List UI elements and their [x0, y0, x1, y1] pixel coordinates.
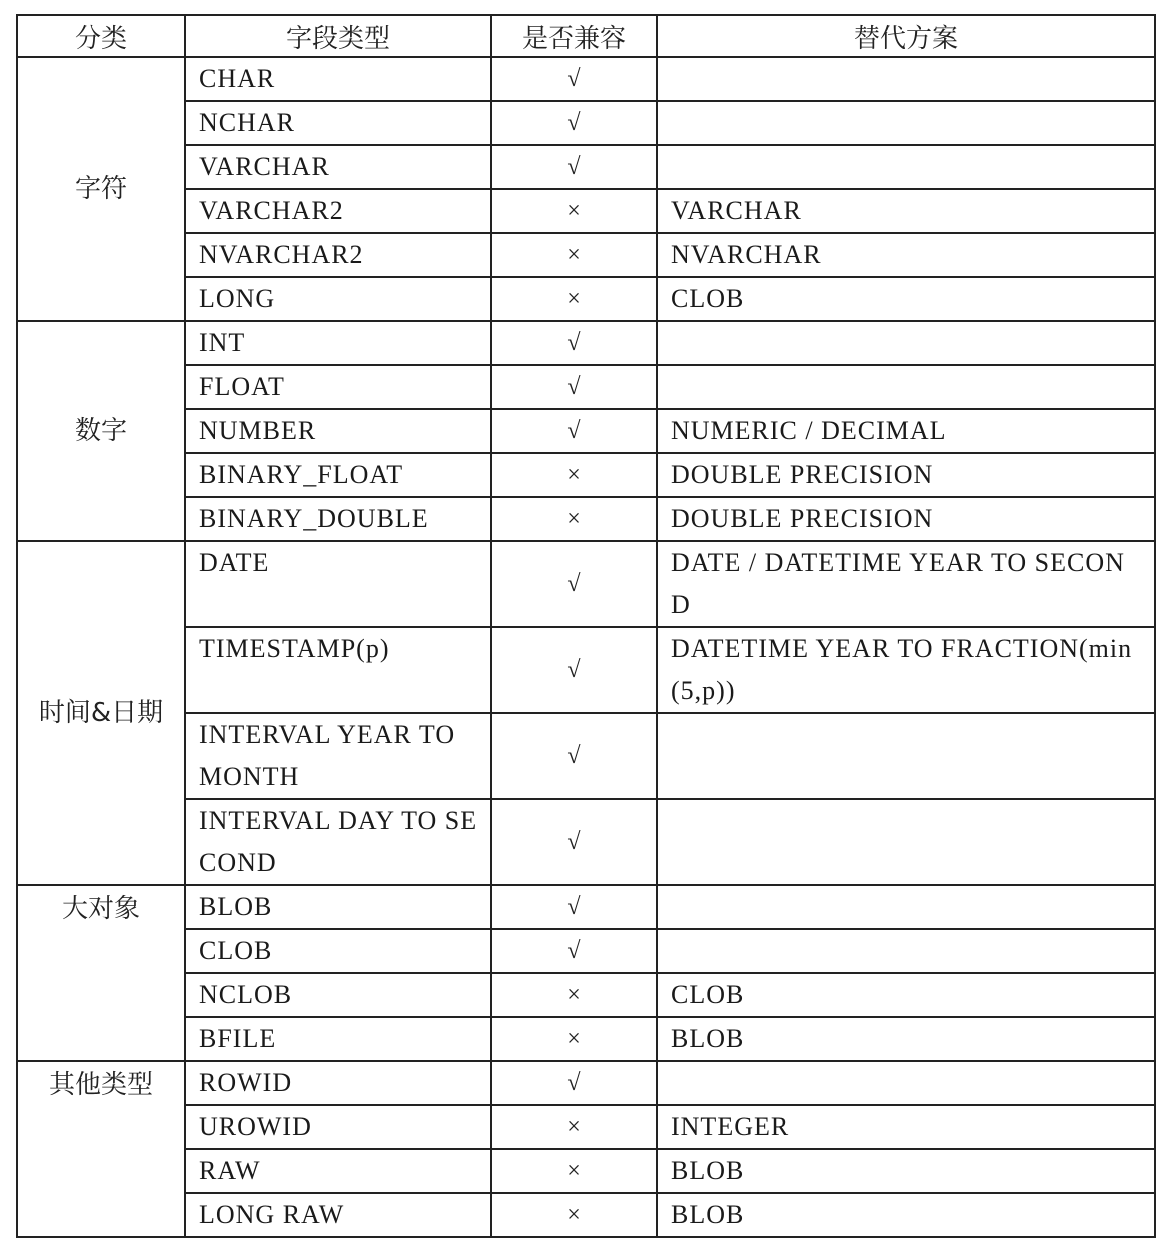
field-type-cell: DATE [185, 541, 491, 627]
header-compatible: 是否兼容 [491, 15, 657, 57]
table-row [17, 1149, 1155, 1193]
table-row [17, 713, 1155, 799]
alternative-cell: NUMERIC / DECIMAL [657, 409, 1155, 453]
category-cell: 其他类型 [17, 1061, 185, 1237]
compatible-cell: √ [491, 885, 657, 929]
table-row [17, 541, 1155, 627]
table-row [17, 799, 1155, 885]
compatible-cell: × [491, 453, 657, 497]
compatible-cell: × [491, 1017, 657, 1061]
field-type-cell: NUMBER [185, 409, 491, 453]
compatible-cell: √ [491, 799, 657, 885]
alternative-cell [657, 885, 1155, 929]
alternative-cell: DATE / DATETIME YEAR TO SECOND [657, 541, 1155, 627]
table-row [17, 189, 1155, 233]
table-row [17, 497, 1155, 541]
compatible-cell: √ [491, 409, 657, 453]
field-type-cell: ROWID [185, 1061, 491, 1105]
table-row [17, 233, 1155, 277]
compatible-cell: √ [491, 57, 657, 101]
compatible-cell: × [491, 277, 657, 321]
category-cell: 字符 [17, 57, 185, 321]
header-row [17, 15, 1155, 57]
field-type-cell: LONG RAW [185, 1193, 491, 1237]
field-type-cell: CLOB [185, 929, 491, 973]
alternative-cell: BLOB [657, 1149, 1155, 1193]
compatible-cell: × [491, 1193, 657, 1237]
field-type-cell: BLOB [185, 885, 491, 929]
header-category: 分类 [17, 15, 185, 57]
table-row [17, 1105, 1155, 1149]
header-alternative: 替代方案 [657, 15, 1155, 57]
alternative-cell [657, 145, 1155, 189]
compatible-cell: √ [491, 145, 657, 189]
alternative-cell [657, 57, 1155, 101]
alternative-cell: BLOB [657, 1193, 1155, 1237]
field-type-cell: NCHAR [185, 101, 491, 145]
table-row [17, 409, 1155, 453]
alternative-cell [657, 101, 1155, 145]
field-type-cell: INTERVAL DAY TO SECOND [185, 799, 491, 885]
compatible-cell: × [491, 497, 657, 541]
table-row [17, 321, 1155, 365]
data-type-compatibility-table [16, 14, 1156, 1238]
field-type-cell: FLOAT [185, 365, 491, 409]
category-cell: 大对象 [17, 885, 185, 1061]
alternative-cell: BLOB [657, 1017, 1155, 1061]
compatible-cell: × [491, 189, 657, 233]
field-type-cell: NVARCHAR2 [185, 233, 491, 277]
table-row [17, 101, 1155, 145]
alternative-cell: CLOB [657, 277, 1155, 321]
field-type-cell: VARCHAR [185, 145, 491, 189]
alternative-cell [657, 929, 1155, 973]
alternative-cell: DATETIME YEAR TO FRACTION(min(5,p)) [657, 627, 1155, 713]
compatible-cell: √ [491, 321, 657, 365]
compatible-cell: √ [491, 713, 657, 799]
field-type-cell: BINARY_FLOAT [185, 453, 491, 497]
field-type-cell: NCLOB [185, 973, 491, 1017]
alternative-cell: CLOB [657, 973, 1155, 1017]
alternative-cell [657, 365, 1155, 409]
field-type-cell: CHAR [185, 57, 491, 101]
field-type-cell: BINARY_DOUBLE [185, 497, 491, 541]
compatible-cell: √ [491, 627, 657, 713]
table-row [17, 1061, 1155, 1105]
table-row [17, 57, 1155, 101]
compatible-cell: × [491, 233, 657, 277]
table-row [17, 885, 1155, 929]
alternative-cell: DOUBLE PRECISION [657, 497, 1155, 541]
category-cell: 数字 [17, 321, 185, 541]
table-row [17, 277, 1155, 321]
field-type-cell: TIMESTAMP(p) [185, 627, 491, 713]
alternative-cell [657, 1061, 1155, 1105]
field-type-cell: INTERVAL YEAR TO MONTH [185, 713, 491, 799]
field-type-cell: VARCHAR2 [185, 189, 491, 233]
field-type-cell: BFILE [185, 1017, 491, 1061]
alternative-cell [657, 321, 1155, 365]
alternative-cell: INTEGER [657, 1105, 1155, 1149]
table-row [17, 145, 1155, 189]
table-row [17, 973, 1155, 1017]
table-row [17, 365, 1155, 409]
compatible-cell: √ [491, 365, 657, 409]
compatible-cell: × [491, 1105, 657, 1149]
header-field-type: 字段类型 [185, 15, 491, 57]
field-type-cell: LONG [185, 277, 491, 321]
alternative-cell [657, 799, 1155, 885]
alternative-cell: VARCHAR [657, 189, 1155, 233]
field-type-cell: INT [185, 321, 491, 365]
table-row [17, 1193, 1155, 1237]
compatible-cell: × [491, 973, 657, 1017]
field-type-cell: RAW [185, 1149, 491, 1193]
alternative-cell [657, 713, 1155, 799]
table-row [17, 453, 1155, 497]
compatible-cell: √ [491, 101, 657, 145]
table-row [17, 929, 1155, 973]
field-type-cell: UROWID [185, 1105, 491, 1149]
alternative-cell: NVARCHAR [657, 233, 1155, 277]
compatible-cell: √ [491, 1061, 657, 1105]
compatible-cell: × [491, 1149, 657, 1193]
category-cell: 时间&日期 [17, 541, 185, 885]
table-row [17, 627, 1155, 713]
compatible-cell: √ [491, 541, 657, 627]
alternative-cell: DOUBLE PRECISION [657, 453, 1155, 497]
compatible-cell: √ [491, 929, 657, 973]
table-row [17, 1017, 1155, 1061]
